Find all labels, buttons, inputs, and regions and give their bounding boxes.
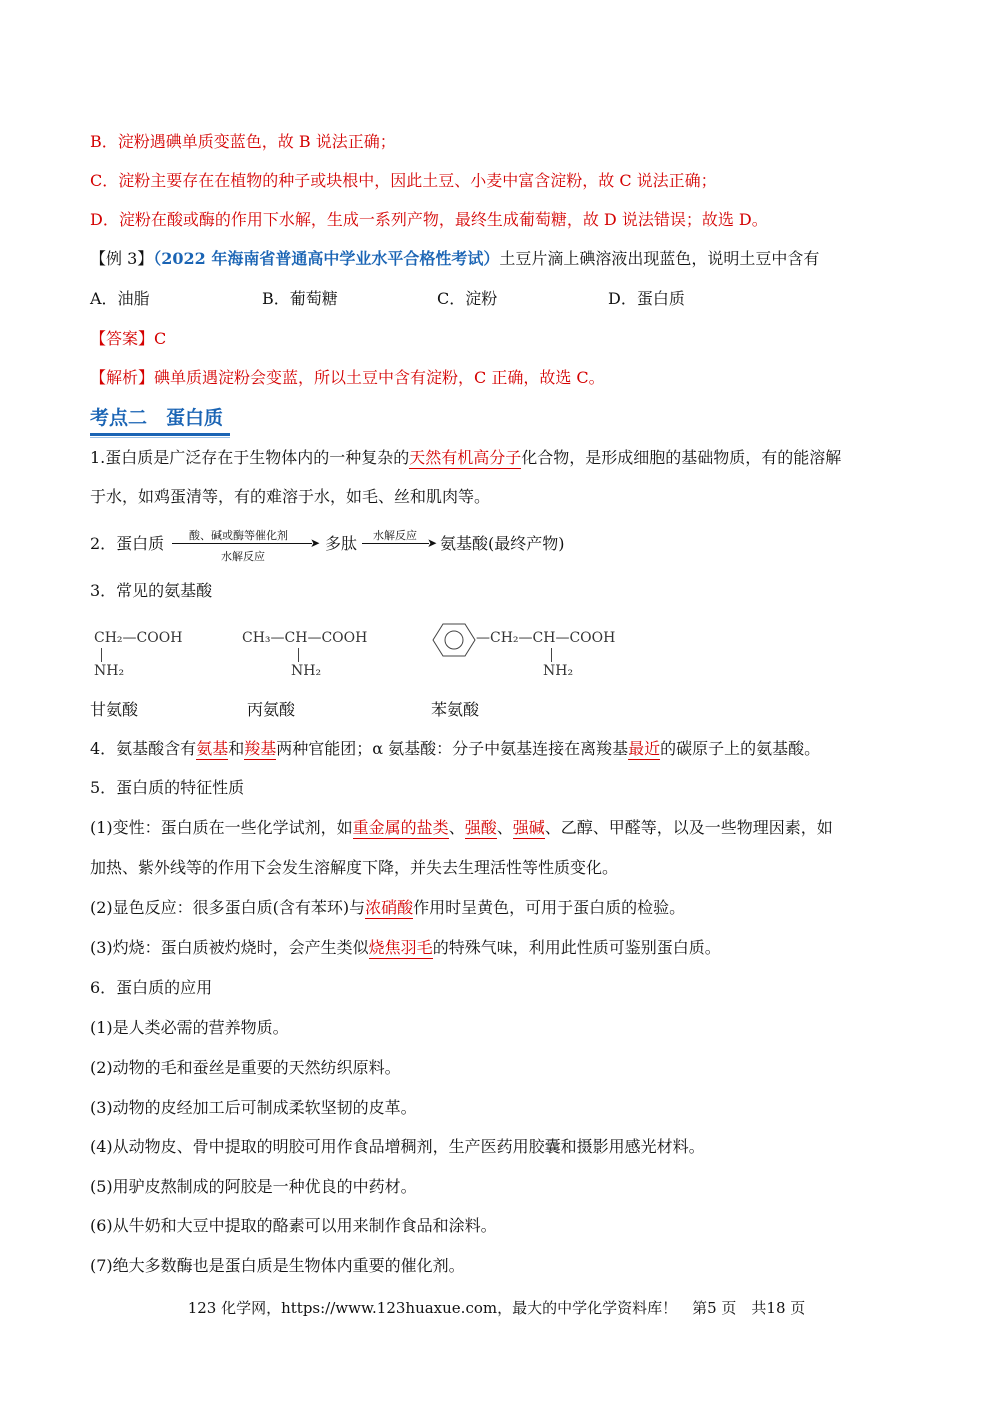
line-d: D．淀粉在酸或酶的作用下水解，生成一系列产物，最终生成葡萄糖，故 D 说法错误；故选 D。	[90, 210, 768, 229]
example-question-text: 土豆片滴上碘溶液出现蓝色，说明土豆中含有	[499, 249, 820, 268]
p1-text-a: 1.蛋白质是广泛存在于生物体内的一种复杂的	[90, 448, 410, 467]
p6-item: (7)绝大多数酶也是蛋白质是生物体内重要的催化剂。	[90, 1256, 465, 1275]
p4-line	[90, 738, 820, 760]
p5-line1	[90, 817, 833, 839]
arrow2-top-label: 水解反应	[373, 529, 417, 542]
p5-l1-sep2: 、	[496, 818, 513, 837]
p1-text-b: 化合物，是形成细胞的基础物质，有的能溶解	[521, 448, 842, 467]
alanine-name: 丙氨酸	[247, 700, 296, 719]
option-b: B．葡萄糖	[262, 289, 338, 308]
arrow1-bottom-label: 水解反应	[221, 550, 265, 563]
p6-item: (4)从动物皮、骨中提取的明胶可用作食品增稠剂，生产医药用胶囊和摄影用感光材料。	[90, 1137, 705, 1156]
arrow2-head-icon: ➤	[427, 536, 438, 550]
glycine-formula-bottom: NH₂	[94, 663, 125, 679]
p5-l2-text-b: 作用时呈黄色，可用于蛋白质的检验。	[413, 898, 686, 917]
alanine-formula-bottom: NH₂	[291, 663, 322, 679]
phenylalanine-name: 苯氨酸	[431, 700, 480, 719]
arrow2-line	[362, 543, 429, 544]
highlight-amino: 氨基	[196, 739, 229, 758]
p5-l2-text-a: (2)显色反应：很多蛋白质(含有苯环)与	[90, 898, 366, 917]
answer-label: 【答案】	[90, 329, 155, 348]
phenylalanine-formula-top: —CH₂—CH—COOH	[476, 630, 616, 646]
p5-line1-cont: 加热、紫外线等的作用下会发生溶解度下降，并失去生理活性等性质变化。	[90, 858, 619, 877]
p5-title: 5．蛋白质的特征性质	[90, 778, 245, 797]
highlight-nitric-acid: 浓硝酸	[365, 898, 414, 917]
p2-start: 2．蛋白质	[90, 534, 165, 553]
highlight-carboxyl: 羧基	[244, 739, 277, 758]
section-underline-light	[90, 437, 230, 438]
p4-text-d: 的碳原子上的氨基酸。	[660, 739, 821, 758]
p6-item: (5)用驴皮熬制成的阿胶是一种优良的中药材。	[90, 1177, 417, 1196]
p5-l1-text-a: (1)变性：蛋白质在一些化学试剂，如	[90, 818, 353, 837]
p6-title: 6．蛋白质的应用	[90, 978, 213, 997]
option-d: D．蛋白质	[608, 289, 685, 308]
highlight-natural-polymer: 天然有机高分子	[409, 448, 522, 467]
highlight-heavy-metal-salts: 重金属的盐类	[352, 818, 449, 837]
arrow1-line	[172, 543, 312, 544]
p4-text-a: 4．氨基酸含有	[90, 739, 197, 758]
example-question	[90, 248, 819, 270]
highlight-strong-base: 强碱	[512, 818, 545, 837]
p5-l1-text-b: 、乙醇、甲醛等，以及一些物理因素，如	[544, 818, 833, 837]
option-c: C．淀粉	[437, 289, 498, 308]
arrow1-head-icon: ➤	[310, 536, 321, 550]
page-footer: 123 化学网，https://www.123huaxue.com，最大的中学化学资料库！ 第5 页 共18 页	[187, 1299, 806, 1317]
line-c: C．淀粉主要存在在植物的种子或块根中，因此土豆、小麦中富含淀粉，故 C 说法正确；	[90, 171, 717, 190]
p3-title: 3．常见的氨基酸	[90, 581, 213, 600]
option-a: A．油脂	[90, 289, 150, 308]
phenylalanine-bond	[551, 648, 552, 662]
answer-value: C	[154, 329, 167, 348]
glycine-bond	[101, 648, 102, 662]
highlight-strong-acid: 强酸	[464, 818, 497, 837]
p6-item: (3)动物的皮经加工后可制成柔软坚韧的皮革。	[90, 1098, 417, 1117]
p5-l3-text-b: 的特殊气味，利用此性质可鉴别蛋白质。	[432, 938, 721, 957]
line-b: B．淀粉遇碘单质变蓝色，故 B 说法正确；	[90, 132, 396, 151]
p1-line1	[90, 447, 841, 469]
section-underline	[90, 433, 230, 436]
section-title: 考点二 蛋白质	[90, 407, 224, 429]
analysis-label: 【解析】	[90, 368, 155, 387]
analysis-text: 碘单质遇淀粉会变蓝，所以土豆中含有淀粉，C 正确，故选 C。	[154, 368, 605, 387]
answer-line	[90, 328, 166, 350]
alanine-bond	[298, 648, 299, 662]
phenylalanine-formula-bottom: NH₂	[543, 663, 574, 679]
p4-text-b: 和	[228, 739, 245, 758]
example-source: （2022 年海南省普通高中学业水平合格性考试）	[153, 249, 500, 268]
p6-item: (6)从牛奶和大豆中提取的酪素可以用来制作食品和涂料。	[90, 1216, 497, 1235]
arrow1-top-label: 酸、碱或酶等催化剂	[189, 529, 288, 542]
p5-l1-sep1: 、	[448, 818, 465, 837]
analysis-line	[90, 367, 605, 389]
alanine-formula-top: CH₃—CH—COOH	[242, 630, 368, 646]
p2-end: 氨基酸(最终产物)	[440, 534, 565, 553]
example-tag: 【例 3】	[90, 249, 154, 268]
glycine-formula-top: CH₂—COOH	[94, 630, 183, 646]
glycine-name: 甘氨酸	[90, 700, 139, 719]
p2-mid: 多肽	[325, 534, 358, 553]
p5-line3	[90, 937, 721, 959]
highlight-nearest: 最近	[628, 739, 661, 758]
p4-text-c: 两种官能团；α 氨基酸：分子中氨基连接在离羧基	[276, 739, 629, 758]
p5-line2	[90, 897, 685, 919]
p6-item: (2)动物的毛和蚕丝是重要的天然纺织原料。	[90, 1058, 401, 1077]
p5-l3-text-a: (3)灼烧：蛋白质被灼烧时，会产生类似	[90, 938, 369, 957]
p6-item: (1)是人类必需的营养物质。	[90, 1018, 289, 1037]
p1-line2: 于水，如鸡蛋清等，有的难溶于水，如毛、丝和肌肉等。	[90, 487, 491, 506]
benzene-ring-icon	[432, 622, 476, 658]
highlight-burnt-feather: 烧焦羽毛	[368, 938, 433, 957]
